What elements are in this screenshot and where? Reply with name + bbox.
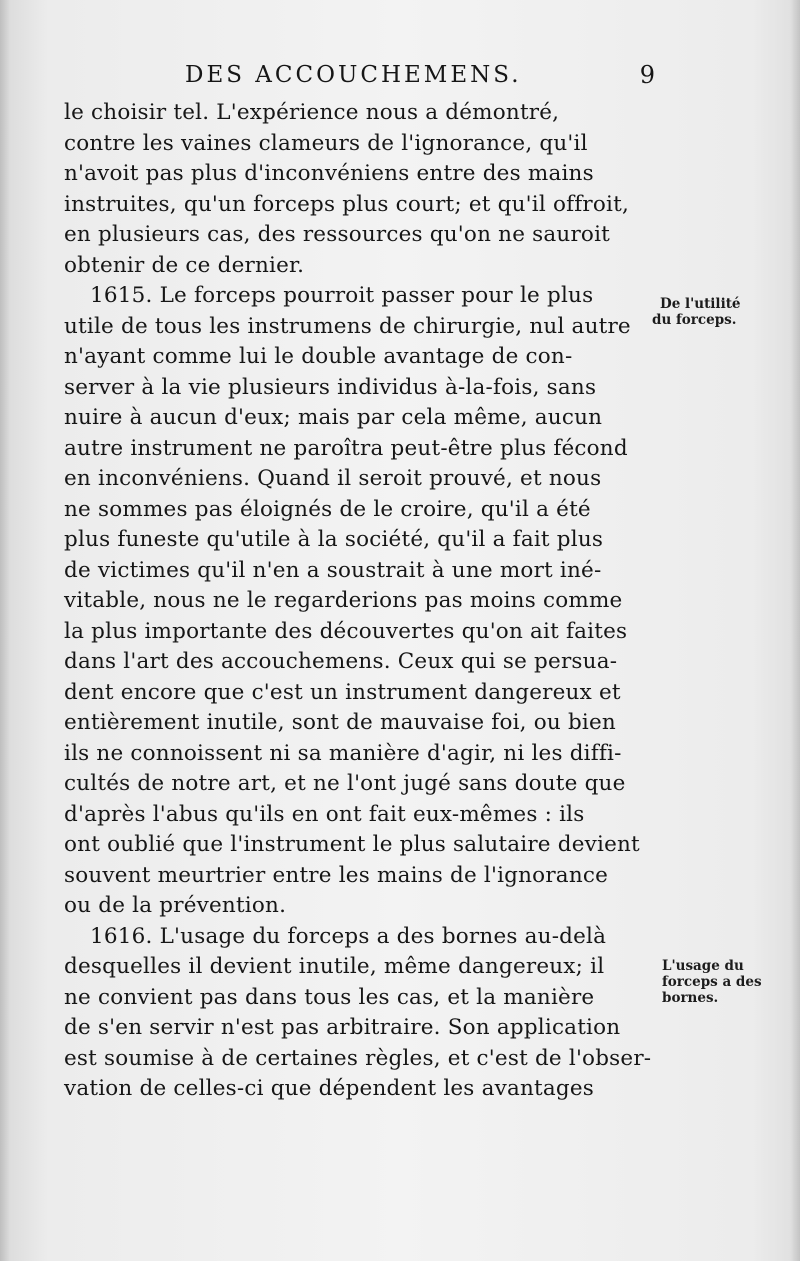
text-line: ou de la prévention. bbox=[64, 893, 287, 918]
text-line: de s'en servir n'est pas arbitraire. Son application bbox=[64, 1015, 621, 1040]
text-line: est soumise à de certaines règles, et c'est de l'obser- bbox=[64, 1045, 652, 1071]
text-line: vation de celles-ci que dépendent les avantages bbox=[64, 1076, 594, 1101]
margin-note-line: du forceps. bbox=[652, 312, 737, 328]
text-line: contre les vaines clameurs de l'ignorance, qu'il bbox=[64, 130, 588, 156]
text-line: ils ne connoissent ni sa manière d'agir, ni les diffi- bbox=[64, 740, 622, 766]
text-line: entièrement inutile, sont de mauvaise foi, ou bien bbox=[64, 710, 616, 735]
text-line: la plus importante des découvertes qu'on ait faites bbox=[64, 618, 628, 644]
text-line: desquelles il devient inutile, même dangereux; il bbox=[64, 954, 605, 979]
text-line: en inconvéniens. Quand il seroit prouvé, et nous bbox=[64, 466, 602, 491]
text-line: dans l'art des accouchemens. Ceux qui se persua- bbox=[64, 649, 618, 674]
text-line: dent encore que c'est un instrument dangereux et bbox=[64, 679, 621, 705]
text-line: d'après l'abus qu'ils en ont fait eux-mêmes : ils bbox=[64, 801, 585, 827]
text-line: n'ayant comme lui le double avantage de con- bbox=[64, 344, 573, 369]
body-text bbox=[64, 98, 652, 1105]
text-line: vitable, nous ne le regarderions pas moins comme bbox=[64, 588, 623, 613]
text-line: 1616. L'usage du forceps a des bornes au-delà bbox=[90, 923, 607, 949]
text-line: cultés de notre art, et ne l'ont jugé sans doute que bbox=[64, 771, 626, 796]
page-number: 9 bbox=[639, 61, 655, 89]
text-line: autre instrument ne paroîtra peut-être plus fécond bbox=[64, 435, 628, 461]
text-line: ont oublié que l'instrument le plus salutaire devient bbox=[64, 832, 640, 857]
margin-note-line: L'usage du bbox=[662, 958, 744, 974]
margin-note bbox=[662, 958, 762, 1006]
text-line: nuire à aucun d'eux; mais par cela même, aucun bbox=[64, 405, 603, 430]
margin-note bbox=[652, 296, 741, 328]
margin-note-line: bornes. bbox=[662, 990, 719, 1006]
text-line: 1615. Le forceps pourroit passer pour le plus bbox=[90, 283, 594, 308]
running-head: DES ACCOUCHEMENS. bbox=[185, 62, 522, 88]
text-line: n'avoit pas plus d'inconvéniens entre des mains bbox=[64, 161, 594, 186]
text-line: de victimes qu'il n'en a soustrait à une mort iné- bbox=[64, 557, 602, 583]
text-line: obtenir de ce dernier. bbox=[64, 252, 305, 278]
margin-note-line: De l'utilité bbox=[660, 296, 741, 312]
page-right-edge bbox=[790, 0, 800, 1261]
text-line: instruites, qu'un forceps plus court; et qu'il offroit, bbox=[64, 191, 630, 217]
text-line: ne sommes pas éloignés de le croire, qu'il a été bbox=[64, 496, 591, 522]
text-line: plus funeste qu'utile à la société, qu'il a fait plus bbox=[64, 527, 604, 552]
text-line: utile de tous les instrumens de chirurgie, nul autre bbox=[64, 313, 631, 339]
text-line: server à la vie plusieurs individus à-la-fois, sans bbox=[64, 374, 597, 400]
text-line: en plusieurs cas, des ressources qu'on ne sauroit bbox=[64, 222, 610, 247]
text-line: le choisir tel. L'expérience nous a démontré, bbox=[64, 100, 560, 125]
text-line: souvent meurtrier entre les mains de l'ignorance bbox=[64, 862, 609, 888]
page-header bbox=[185, 60, 655, 92]
page-left-edge bbox=[0, 0, 10, 1261]
text-line: ne convient pas dans tous les cas, et la manière bbox=[64, 984, 595, 1010]
margin-note-line: forceps a des bbox=[662, 974, 762, 990]
